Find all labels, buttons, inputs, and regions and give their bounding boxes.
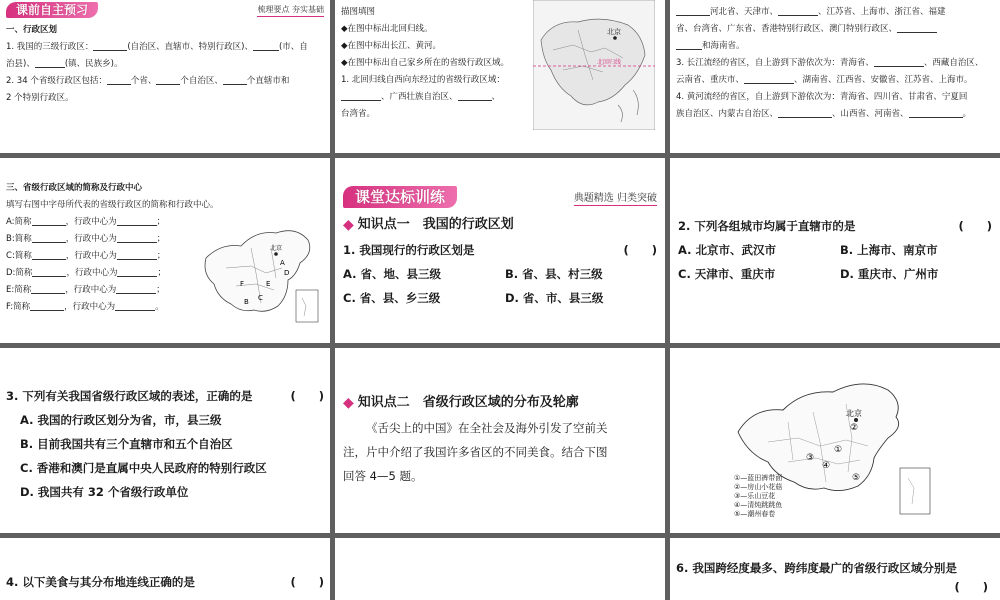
option-c[interactable]: C. 省、县、乡三级 bbox=[343, 291, 441, 305]
knowledge-point-1: ◆ 知识点一 我国的行政区划 bbox=[343, 217, 514, 233]
option-d[interactable]: D. 重庆市、广州市 bbox=[840, 267, 939, 281]
heading-admin-division: 一、行政区划 bbox=[6, 25, 58, 35]
map-num-3: ③ bbox=[806, 453, 815, 463]
section-subtitle: 典题精选 归类突破 bbox=[574, 189, 657, 206]
option-a[interactable]: A. 北京市、武汉市 bbox=[678, 243, 776, 257]
map-num-1: ① bbox=[834, 445, 843, 455]
question-tropic-provinces: 1. 北回归线自西向东经过的省级行政区域： bbox=[341, 75, 505, 85]
map-letter-b: B bbox=[244, 298, 249, 306]
abbreviation-row: D:简称 ，行政中心为 ； bbox=[6, 265, 196, 282]
option-b[interactable]: B. 省、县、村三级 bbox=[505, 267, 603, 281]
question-2: 2. 34 个省级行政区包括： 个省、 个自治区、 个直辖市和 bbox=[6, 73, 324, 90]
coastal-line-3: 和海南省。 bbox=[676, 38, 994, 55]
section-subtitle: 梳理要点 夯实基础 bbox=[257, 4, 324, 17]
map-letter-c: C bbox=[258, 294, 263, 302]
knowledge-point-2: ◆ 知识点二 省级行政区域的分布及轮廓 bbox=[343, 395, 579, 411]
drawing-title: 描图填图 bbox=[341, 7, 376, 17]
task-tropic: ◆在图中标出北回归线。 bbox=[341, 24, 433, 34]
question-6: 6. 我国跨经度最多、跨纬度最广的省级行政区域分别是 bbox=[676, 561, 957, 575]
map-num-5: ⑤ bbox=[852, 473, 861, 483]
map-letter-a: A bbox=[280, 259, 285, 267]
section-header bbox=[6, 2, 324, 18]
option-d[interactable]: D. 省、市、县三级 bbox=[505, 291, 604, 305]
panel-coastal-rivers bbox=[670, 0, 1000, 153]
question-2-options bbox=[678, 238, 992, 286]
map-label-beijing: 北京 bbox=[270, 245, 283, 252]
task-hometown: ◆在图中标出自己家乡所在的省级行政区域。 bbox=[341, 58, 510, 68]
section-ribbon: 课堂达标训练 bbox=[343, 186, 457, 208]
option-c[interactable]: C. 天津市、重庆市 bbox=[678, 267, 776, 281]
option-b[interactable]: B. 上海市、南京市 bbox=[840, 243, 938, 257]
yangtze-line-1: 3. 长江流经的省区，自上游到下游依次为：青海省、 、西藏自治区、 bbox=[676, 55, 994, 72]
panel-classroom-practice bbox=[335, 158, 665, 343]
asia-outline-map bbox=[533, 0, 655, 130]
panel-question-4 bbox=[0, 538, 330, 600]
panel-food-map bbox=[670, 348, 1000, 533]
abbreviation-row: E:简称 ，行政中心为 ； bbox=[6, 282, 196, 299]
question-tropic-provinces-end: 台湾省。 bbox=[341, 109, 376, 119]
map-letter-e: E bbox=[266, 280, 271, 288]
panel-map-drawing bbox=[335, 0, 665, 153]
heading-abbreviations: 三、省级行政区域的简称及行政中心 bbox=[6, 183, 143, 193]
map-num-2: ② bbox=[850, 423, 859, 433]
food-legend bbox=[734, 474, 782, 519]
map-label-beijing: 北京 bbox=[607, 28, 621, 36]
legend-item: ①—蓝田裤带面 bbox=[734, 474, 783, 482]
legend-item: ③—乐山豆花 bbox=[734, 492, 776, 500]
map-label-beijing: 北京 bbox=[846, 409, 862, 418]
panel-question-2 bbox=[670, 158, 1000, 343]
intro-paragraph: 《舌尖上的中国》在全社会及海外引发了空前关 注，片中介绍了我国许多省区的不同美食。结合下图 回答 4—5 题。 bbox=[343, 421, 608, 483]
question-2: 2. 下列各组城市均属于直辖市的是 ( ) bbox=[678, 219, 992, 233]
map-num-4: ④ bbox=[822, 461, 831, 471]
question-3-options bbox=[6, 408, 324, 504]
legend-item: ②—房山小花菇 bbox=[734, 483, 783, 491]
question-3: 3. 下列有关我国省级行政区域的表述，正确的是 ( ) bbox=[6, 389, 324, 403]
coastal-line-2: 省、台湾省、广东省、香港特别行政区、澳门特别行政区、 bbox=[676, 21, 994, 38]
legend-item: ④—清炖跳跳鱼 bbox=[734, 501, 783, 509]
abbreviation-row: B:简称 ，行政中心为 ； bbox=[6, 231, 196, 248]
coastal-line-1: 河北省、天津市、 、江苏省、上海市、浙江省、福建 bbox=[676, 4, 994, 21]
abbreviation-instruction: 填写右图中字母所代表的省级行政区的简称和行政中心。 bbox=[6, 200, 219, 210]
section-header bbox=[343, 186, 657, 208]
yangtze-line-2: 云南省、重庆市、 、湖南省、江西省、安徽省、江苏省、上海市。 bbox=[676, 72, 994, 89]
panel-blank bbox=[335, 538, 665, 600]
abbreviation-row: A:简称 ，行政中心为 ； bbox=[6, 214, 196, 231]
question-2-cont: 2 个特别行政区。 bbox=[6, 93, 74, 103]
china-letter-map bbox=[196, 218, 324, 328]
panel-question-3 bbox=[0, 348, 330, 533]
question-1-cont: 治县)、 (镇、民族乡)。 bbox=[6, 56, 324, 73]
beijing-marker bbox=[274, 252, 278, 256]
beijing-marker bbox=[613, 36, 617, 40]
legend-item: ⑤—潮州春卷 bbox=[734, 510, 776, 518]
abbreviation-row: F:简称 ，行政中心为 。 bbox=[6, 299, 196, 316]
option-b[interactable]: B. 目前我国共有三个直辖市和五个自治区 bbox=[20, 437, 233, 451]
map-letter-f: F bbox=[240, 280, 245, 288]
question-1: 1. 我国的三级行政区： (自治区、直辖市、特别行政区)、 (市、自 bbox=[6, 39, 324, 56]
abbreviation-row: C:简称 ，行政中心为 ； bbox=[6, 248, 196, 265]
task-rivers: ◆在图中标出长江、黄河。 bbox=[341, 41, 442, 51]
beijing-marker bbox=[854, 418, 858, 422]
question-1: 1. 我国现行的行政区划是 ( ) bbox=[343, 243, 657, 257]
panel-knowledge-point-2 bbox=[335, 348, 665, 533]
map-label-tropic: 北回归线 bbox=[597, 59, 622, 66]
panel-province-abbreviations bbox=[0, 158, 330, 343]
question-4: 4. 以下美食与其分布地连线正确的是 ( ) bbox=[6, 575, 324, 589]
panel-preview-intro bbox=[0, 0, 330, 153]
yellow-river-line-2: 族自治区、内蒙古自治区、 、山西省、河南省、 。 bbox=[676, 106, 994, 123]
option-a[interactable]: A. 省、地、县三级 bbox=[343, 267, 441, 281]
option-d[interactable]: D. 我国共有 32 个省级行政单位 bbox=[20, 485, 189, 499]
yellow-river-line-1: 4. 黄河流经的省区，自上游到下游依次为：青海省、四川省、甘肃省、宁夏回 bbox=[676, 92, 968, 102]
panel-question-6 bbox=[670, 538, 1000, 600]
question-tropic-provinces-cont: 、广西壮族自治区、 、 bbox=[341, 89, 529, 106]
option-c[interactable]: C. 香港和澳门是直属中央人民政府的特别行政区 bbox=[20, 461, 267, 475]
question-1-options bbox=[343, 262, 657, 310]
map-letter-d: D bbox=[284, 269, 290, 277]
abbreviation-rows bbox=[6, 214, 196, 316]
option-a[interactable]: A. 我国的行政区划分为省，市，县三级 bbox=[20, 413, 222, 427]
question-6-paren: ( ) bbox=[954, 580, 988, 594]
section-ribbon: 课前自主预习 bbox=[6, 2, 98, 18]
